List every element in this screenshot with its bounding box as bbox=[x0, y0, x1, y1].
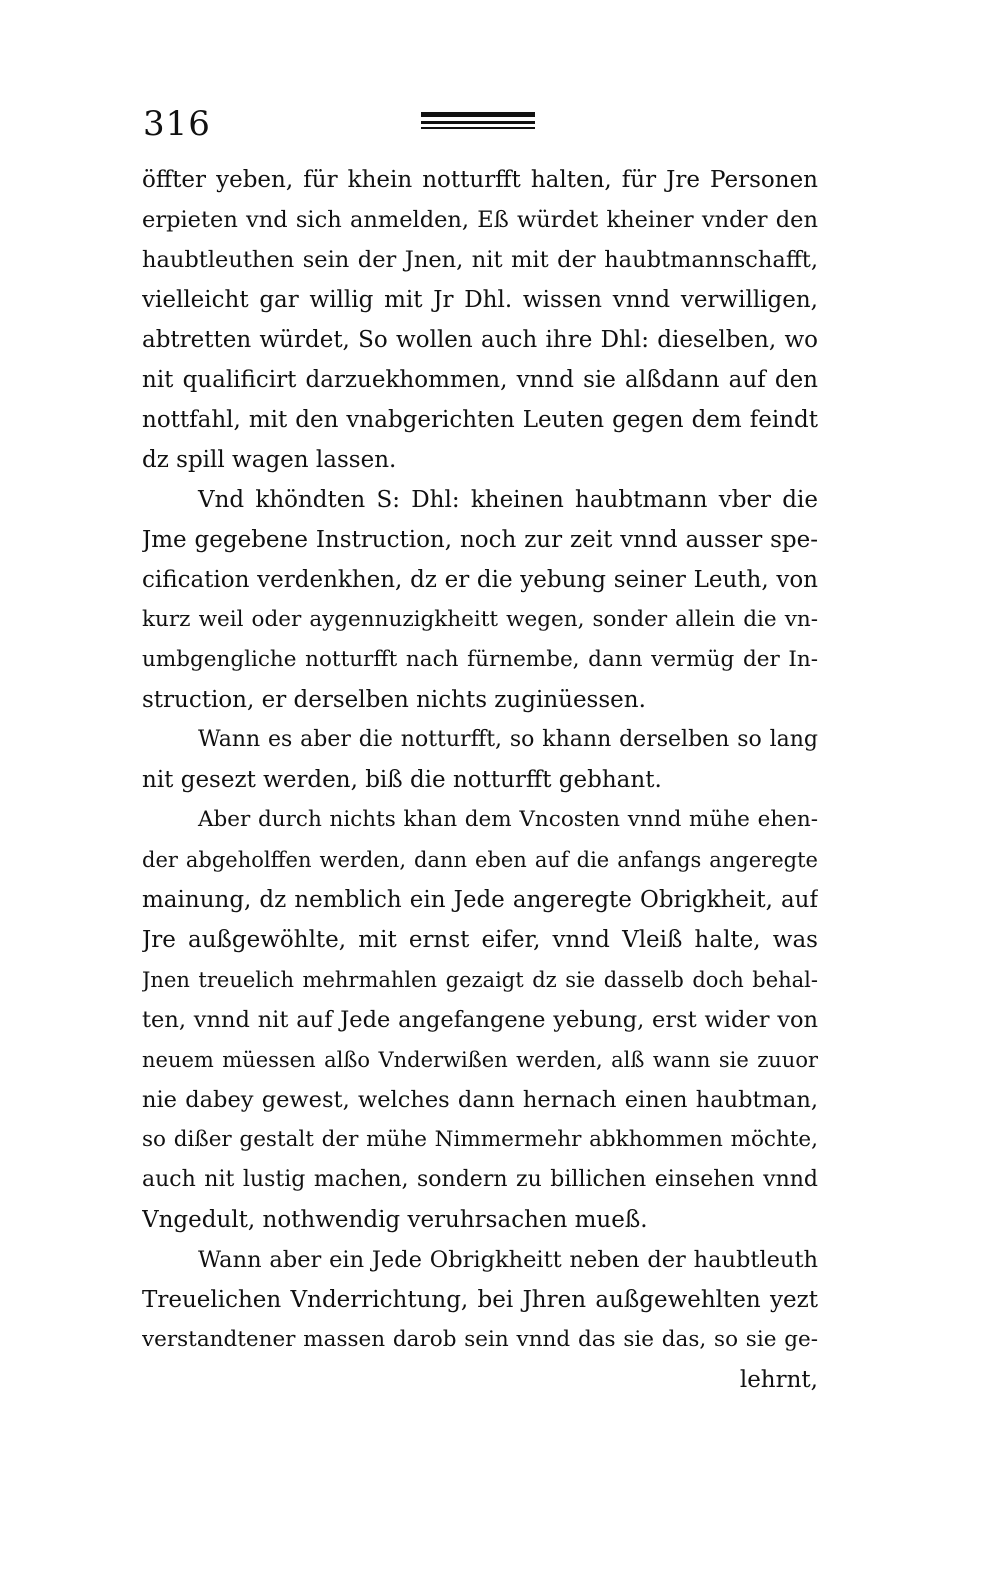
text-line: mainung, dz nemblich ein Jede angeregte Obrigkheit, auf bbox=[142, 887, 818, 913]
text-line: cification verdenkhen, dz er die yebung seiner Leuth, von bbox=[142, 567, 818, 593]
text-line: ten, vnnd nit auf Jede angefangene yebung, erst wider von bbox=[142, 1007, 818, 1033]
page-number: 316 bbox=[143, 104, 211, 144]
text-line: verstandtener massen darob sein vnnd das sie das, so sie ge- bbox=[142, 1327, 818, 1352]
text-line: vielleicht gar willig mit Jr Dhl. wissen vnnd verwilligen, bbox=[142, 287, 818, 313]
text-line: haubtleuthen sein der Jnen, nit mit der haubtmannschafft, bbox=[142, 247, 818, 273]
text-line: nottfahl, mit den vnabgerichten Leuten gegen dem feindt bbox=[142, 407, 818, 433]
header-ornament-rule bbox=[421, 112, 535, 132]
text-line: umbgengliche notturfft nach fürnembe, dann vermüg der In- bbox=[142, 647, 818, 672]
ornament-bar bbox=[421, 127, 535, 129]
text-line: Vnd khöndten S: Dhl: kheinen haubtmann vber die bbox=[198, 487, 818, 513]
text-line: kurz weil oder aygennuzigkheitt wegen, sonder allein die vn- bbox=[142, 607, 818, 632]
text-line: dz spill wagen lassen. bbox=[142, 447, 397, 473]
text-line: Aber durch nichts khan dem Vncosten vnnd mühe ehen- bbox=[198, 807, 818, 832]
text-line: Vngedult, nothwendig veruhrsachen mueß. bbox=[142, 1207, 648, 1233]
text-line: Wann aber ein Jede Obrigkheitt neben der haubtleuth bbox=[198, 1247, 818, 1273]
text-line: auch nit lustig machen, sondern zu billichen einsehen vnnd bbox=[142, 1167, 818, 1192]
text-line: nit qualificirt darzuekhommen, vnnd sie alßdann auf den bbox=[142, 367, 818, 393]
catchword-line: lehrnt, bbox=[739, 1367, 818, 1393]
text-line: nie dabey gewest, welches dann hernach einen haubtman, bbox=[142, 1087, 818, 1113]
text-line: so dißer gestalt der mühe Nimmermehr abkhommen möchte, bbox=[142, 1127, 818, 1152]
text-line: Wann es aber die notturfft, so khann derselben so lang bbox=[198, 727, 818, 752]
ornament-bar bbox=[421, 112, 535, 117]
text-line: öffter yeben, für khein notturfft halten, für Jre Personen bbox=[142, 167, 818, 193]
text-line: der abgeholffen werden, dann eben auf die anfangs angeregte bbox=[142, 848, 818, 872]
text-line: neuem müessen alßo Vnderwißen werden, alß wann sie zuuor bbox=[142, 1048, 818, 1072]
body-text bbox=[142, 160, 818, 1400]
text-line: nit gesezt werden, biß die notturfft gebhant. bbox=[142, 767, 662, 793]
text-line: abtretten würdet, So wollen auch ihre Dhl: dieselben, wo bbox=[142, 327, 818, 353]
text-line: erpieten vnd sich anmelden, Eß würdet kheiner vnder den bbox=[142, 207, 818, 233]
text-line: struction, er derselben nichts zuginüessen. bbox=[142, 687, 646, 713]
text-line: Jnen treuelich mehrmahlen gezaigt dz sie dasselb doch behal- bbox=[142, 968, 818, 992]
text-line: Jre außgewöhlte, mit ernst eifer, vnnd Vleiß halte, was bbox=[142, 927, 818, 953]
ornament-bar bbox=[421, 121, 535, 124]
text-line: Jme gegebene Instruction, noch zur zeit vnnd ausser spe- bbox=[142, 527, 818, 553]
text-line: Treuelichen Vnderrichtung, bei Jhren außgewehlten yezt bbox=[142, 1287, 818, 1313]
